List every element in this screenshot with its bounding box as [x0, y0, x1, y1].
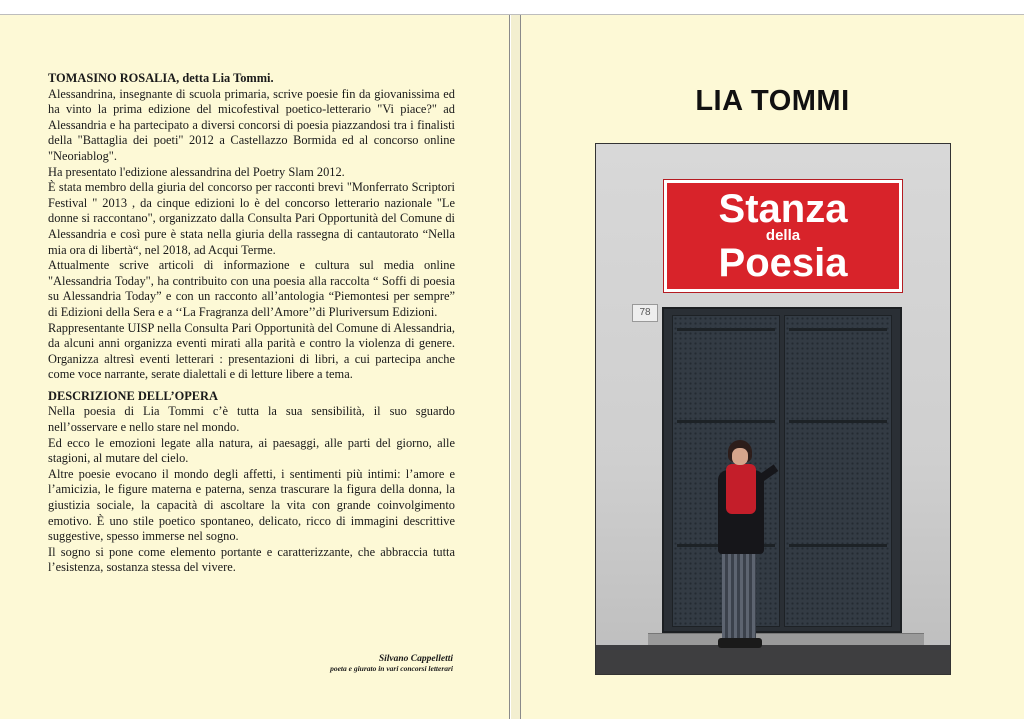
shoes: [718, 638, 762, 648]
door: [662, 307, 902, 633]
bio-paragraph: Rappresentante UISP nella Consulta Pari Opportunità del Comune di Alessandria, da alcuni anni organizza eventi mirati alla parità e contro la violenza di genere. Organizza altresì eventi letterari : presentazioni di libri, a cui partecipa anche come voce narrante, serate dialettali e di letture libere a tema.: [48, 320, 455, 382]
checked-trousers: [722, 552, 756, 640]
cover-photo: [595, 143, 951, 675]
door-panel-right: [784, 315, 892, 627]
sign-line-della: della: [765, 227, 801, 244]
raised-arm: [756, 464, 779, 483]
bio-paragraph: È stata membro della giuria del concorso per racconti brevi "Monferrato Scriptori Festival " 2013 , da cinque edizioni lo è del concorso letterario nazionale "Le donne si raccontano", organizzato dalla Consulta Pari Opportunità del Comune di Alessandria e così pure è stata nella giuria della rassegna di cantautorato “Nella mia ora di libertà“, nel 2018, ad Acqui Terme.: [48, 180, 455, 257]
spine-gutter: [511, 15, 520, 719]
stanza-della-poesia-sign: [664, 180, 902, 292]
bio-paragraph: Attualmente scrive articoli di informazione e cultura sul media online "Alessandria Today", ha contribuito con una poesia alla raccolta “ Soffi di poesia su Alessandria Today” e con un racconto all’antologia “Piemontesi per sempre” di Edizioni della Sera e a ‘‘La Fragranza dell’Amore’’di Pluriversum Edizioni.: [48, 258, 455, 319]
door-bar: [789, 420, 887, 423]
red-scarf: [726, 464, 756, 514]
bio-paragraph: Alessandrina, insegnante di scuola primaria, scrive poesie fin da giovanissima ed ha vinto la prima edizione del micofestival poetico-letterario "Vi piace?" ad Alessandria e ha partecipato a diversi concorsi di poesia piazzandosi tra i finalisti della "Battaglia dei poeti" 2012 a Castellazzo Bormida ed al concorso online "Neoriablog".: [48, 86, 455, 163]
author-heading: TOMASINO ROSALIA, detta Lia Tommi.: [48, 71, 274, 85]
bio-paragraph: Ha presentato l'edizione alessandrina del Poetry Slam 2012.: [48, 164, 345, 179]
door-bar: [789, 328, 887, 331]
signature-role: poeta e giurato in vari concorsi letterari: [330, 664, 453, 673]
back-cover-page: [0, 15, 510, 719]
door-bar: [677, 420, 775, 423]
author-figure: [716, 440, 776, 660]
description-paragraph: Il sogno si pone come elemento portante e caratterizzante, che abbraccia tutta l’esistenza, sostanza stessa del vivere.: [48, 544, 455, 575]
house-number-plate: 78: [632, 304, 658, 322]
sign-line-stanza: Stanza: [718, 187, 848, 231]
front-cover-page: [520, 15, 1024, 719]
author-title: LIA TOMMI: [695, 85, 850, 117]
sign-line-poesia: Poesia: [718, 241, 848, 285]
signature-name: Silvano Cappelletti: [378, 654, 453, 664]
face: [732, 448, 748, 465]
door-bar: [677, 328, 775, 331]
description-paragraph: Ed ecco le emozioni legate alla natura, ai paesaggi, alle parti del giorno, alle stagioni, al mutare del cielo.: [48, 435, 455, 466]
description-paragraph: Altre poesie evocano il mondo degli affetti, i sentimenti più intimi: l’amore e l’amicizia, le figure materna e paterna, senza trascurare la figura della donna, la giustizia sociale, la capacità di ascoltare la vita con grande coinvolgimento emotivo. È uno stile poetico spontaneo, delicato, ricco di immagini descrittive suggestive, spesso immerse nel sogno.: [48, 466, 455, 544]
description-heading: DESCRIZIONE DELL’OPERA: [48, 388, 218, 403]
description-paragraph: Nella poesia di Lia Tommi c’è tutta la sua sensibilità, il suo sguardo nell’osservare e nello stare nel mondo.: [48, 404, 455, 435]
door-bar: [789, 544, 887, 547]
author-bio: [48, 71, 455, 576]
signature-block: [330, 654, 453, 673]
